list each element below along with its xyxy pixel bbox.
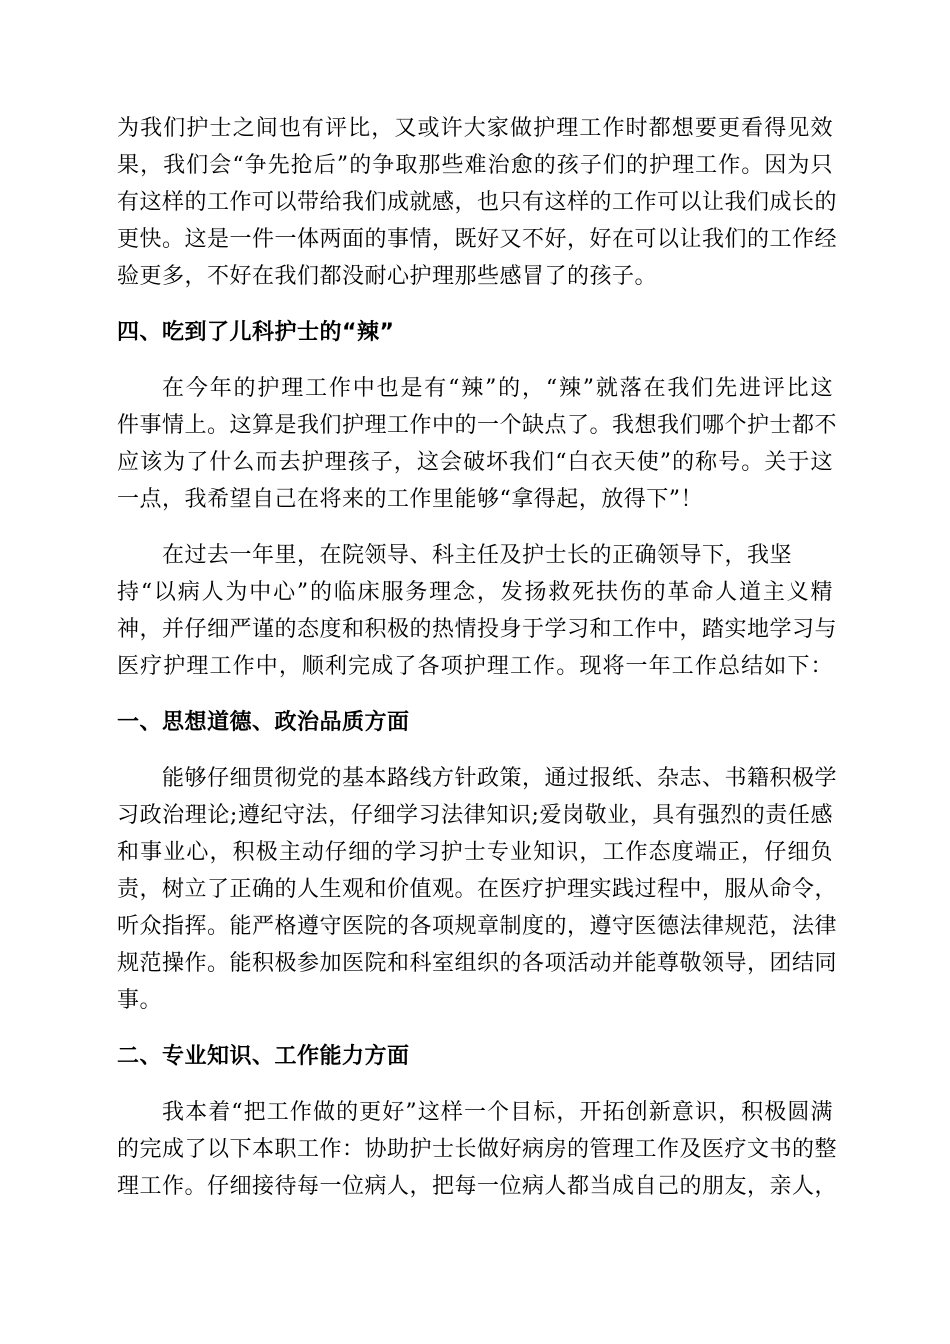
paragraph-2-line-3: 应该为了什么而去护理孩子，这会破坏我们“白衣天使”的称号。关于这 bbox=[117, 450, 833, 475]
paragraph-4-line-6: 规范操作。能积极参加医院和科室组织的各项活动并能尊敬领导，团结同 bbox=[117, 951, 838, 976]
paragraph-2-line-1: 在今年的护理工作中也是有“辣”的，“辣”就落在我们先进评比这 bbox=[162, 376, 833, 401]
paragraph-2-line-4: 一点，我希望自己在将来的工作里能够“拿得起，放得下”！ bbox=[117, 487, 703, 512]
paragraph-5-line-2: 的完成了以下本职工作：协助护士长做好病房的管理工作及医疗文书的整 bbox=[117, 1137, 838, 1162]
paragraph-3-line-3: 神，并仔细严谨的态度和积极的热情投身于学习和工作中，踏实地学习与 bbox=[117, 617, 838, 642]
paragraph-4-line-4: 责，树立了正确的人生观和价值观。在医疗护理实践过程中，服从命令， bbox=[117, 877, 838, 902]
paragraph-4-line-5: 听众指挥。能严格遵守医院的各项规章制度的，遵守医德法律规范，法律 bbox=[117, 914, 838, 939]
paragraph-5-line-1: 我本着“把工作做的更好”这样一个目标，开拓创新意识，积极圆满 bbox=[162, 1100, 833, 1125]
paragraph-1-line-4: 更快。这是一件一体两面的事情，既好又不好，好在可以让我们的工作经 bbox=[117, 227, 838, 252]
paragraph-4-line-3: 和事业心，积极主动仔细的学习护士专业知识，工作态度端正，仔细负 bbox=[117, 840, 833, 865]
paragraph-1-line-1: 为我们护士之间也有评比，又或许大家做护理工作时都想要更看得见效 bbox=[117, 116, 833, 141]
paragraph-4-line-7: 事。 bbox=[117, 988, 163, 1013]
paragraph-5-line-3: 理工作。仔细接待每一位病人，把每一位病人都当成自己的朋友，亲人， bbox=[117, 1174, 838, 1199]
section-heading-4: 四、吃到了儿科护士的“辣” bbox=[117, 320, 395, 345]
paragraph-4-line-2: 习政治理论;遵纪守法，仔细学习法律知识;爱岗敬业，具有强烈的责任感 bbox=[117, 803, 833, 828]
paragraph-3-line-2: 持“以病人为中心”的临床服务理念，发扬救死扶伤的革命人道主义精 bbox=[117, 580, 833, 605]
paragraph-1-line-5: 验更多，不好在我们都没耐心护理那些感冒了的孩子。 bbox=[117, 264, 658, 289]
section-heading-1: 一、思想道德、政治品质方面 bbox=[117, 710, 410, 735]
paragraph-3-line-1: 在过去一年里，在院领导、科主任及护士长的正确领导下，我坚 bbox=[162, 543, 793, 568]
paragraph-4-line-1: 能够仔细贯彻党的基本路线方针政策，通过报纸、杂志、书籍积极学 bbox=[162, 766, 838, 791]
paragraph-2-line-2: 件事情上。这算是我们护理工作中的一个缺点了。我想我们哪个护士都不 bbox=[117, 413, 838, 438]
paragraph-1-line-3: 有这样的工作可以带给我们成就感，也只有这样的工作可以让我们成长的 bbox=[117, 190, 838, 215]
paragraph-3-line-4: 医疗护理工作中，顺利完成了各项护理工作。现将一年工作总结如下： bbox=[117, 654, 833, 679]
paragraph-1-line-2: 果，我们会“争先抢后”的争取那些难治愈的孩子们的护理工作。因为只 bbox=[117, 153, 833, 178]
section-heading-2: 二、专业知识、工作能力方面 bbox=[117, 1044, 410, 1069]
